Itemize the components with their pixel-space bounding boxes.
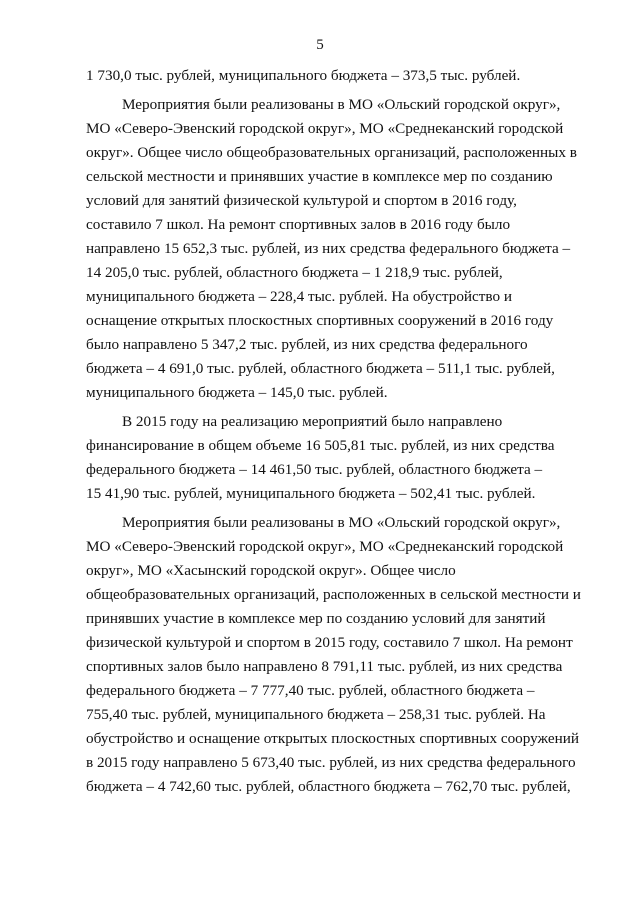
text-line: обустройство и оснащение открытых плоскостных спортивных сооружений [86,730,579,747]
page-number: 5 [316,37,324,53]
document-body [86,64,581,799]
text-line: Мероприятия были реализованы в МО «Ольский городской округ», [122,96,561,113]
text-line: было направлено 5 347,2 тыс. рублей, из них средства федерального [86,336,528,353]
text-line: сельской местности и принявших участие в комплексе мер по созданию [86,168,553,185]
paragraph-4 [86,511,581,799]
text-line: составило 7 школ. На ремонт спортивных залов в 2016 году было [86,216,511,233]
text-line: бюджета – 4 742,60 тыс. рублей, областного бюджета – 762,70 тыс. рублей, [86,778,571,795]
text-line: оснащение открытых плоскостных спортивных сооружений в 2016 году [86,312,554,329]
text-line: условий для занятий физической культурой и спортом в 2016 году, [86,192,517,209]
text-line: финансирование в общем объеме 16 505,81 тыс. рублей, из них средства [86,437,555,454]
text-line: округ». Общее число общеобразовательных организаций, расположенных в [86,144,577,161]
paragraph-3 [86,410,568,506]
text-line: муниципального бюджета – 228,4 тыс. рублей. На обустройство и [86,288,513,305]
text-line: МО «Северо-Эвенский городской округ», МО «Среднеканский городской [86,120,564,137]
paragraph-1 [86,64,568,88]
text-line: бюджета – 4 691,0 тыс. рублей, областного бюджета – 511,1 тыс. рублей, [86,360,555,377]
text-line: муниципального бюджета – 145,0 тыс. рублей. [86,384,388,401]
text-line: округ», МО «Хасынский городской округ». Общее число [86,562,456,579]
text-line: 15 41,90 тыс. рублей, муниципального бюджета – 502,41 тыс. рублей. [86,485,536,502]
text-line: общеобразовательных организаций, расположенных в сельской местности и [86,586,581,603]
text-line: федерального бюджета – 14 461,50 тыс. рублей, областного бюджета – [86,461,543,478]
text-line: спортивных залов было направлено 8 791,11 тыс. рублей, из них средства [86,658,563,675]
text-line: физической культурой и спортом в 2015 году, составило 7 школ. На ремонт [86,634,573,651]
text-line: направлено 15 652,3 тыс. рублей, из них средства федерального бюджета – [86,240,571,257]
text-line: федерального бюджета – 7 777,40 тыс. рублей, областного бюджета – [86,682,535,699]
paragraph-2 [86,93,577,405]
text-line: 14 205,0 тыс. рублей, областного бюджета – 1 218,9 тыс. рублей, [86,264,503,281]
text-line: В 2015 году на реализацию мероприятий было направлено [122,413,503,430]
text-line: в 2015 году направлено 5 673,40 тыс. рублей, из них средства федерального [86,754,576,771]
text-line: Мероприятия были реализованы в МО «Ольский городской округ», [122,514,561,531]
text-line: 1 730,0 тыс. рублей, муниципального бюджета – 373,5 тыс. рублей. [86,67,521,84]
text-line: 755,40 тыс. рублей, муниципального бюджета – 258,31 тыс. рублей. На [86,706,546,723]
text-line: МО «Северо-Эвенский городской округ», МО «Среднеканский городской [86,538,564,555]
text-line: принявших участие в комплексе мер по созданию условий для занятий [86,610,546,627]
